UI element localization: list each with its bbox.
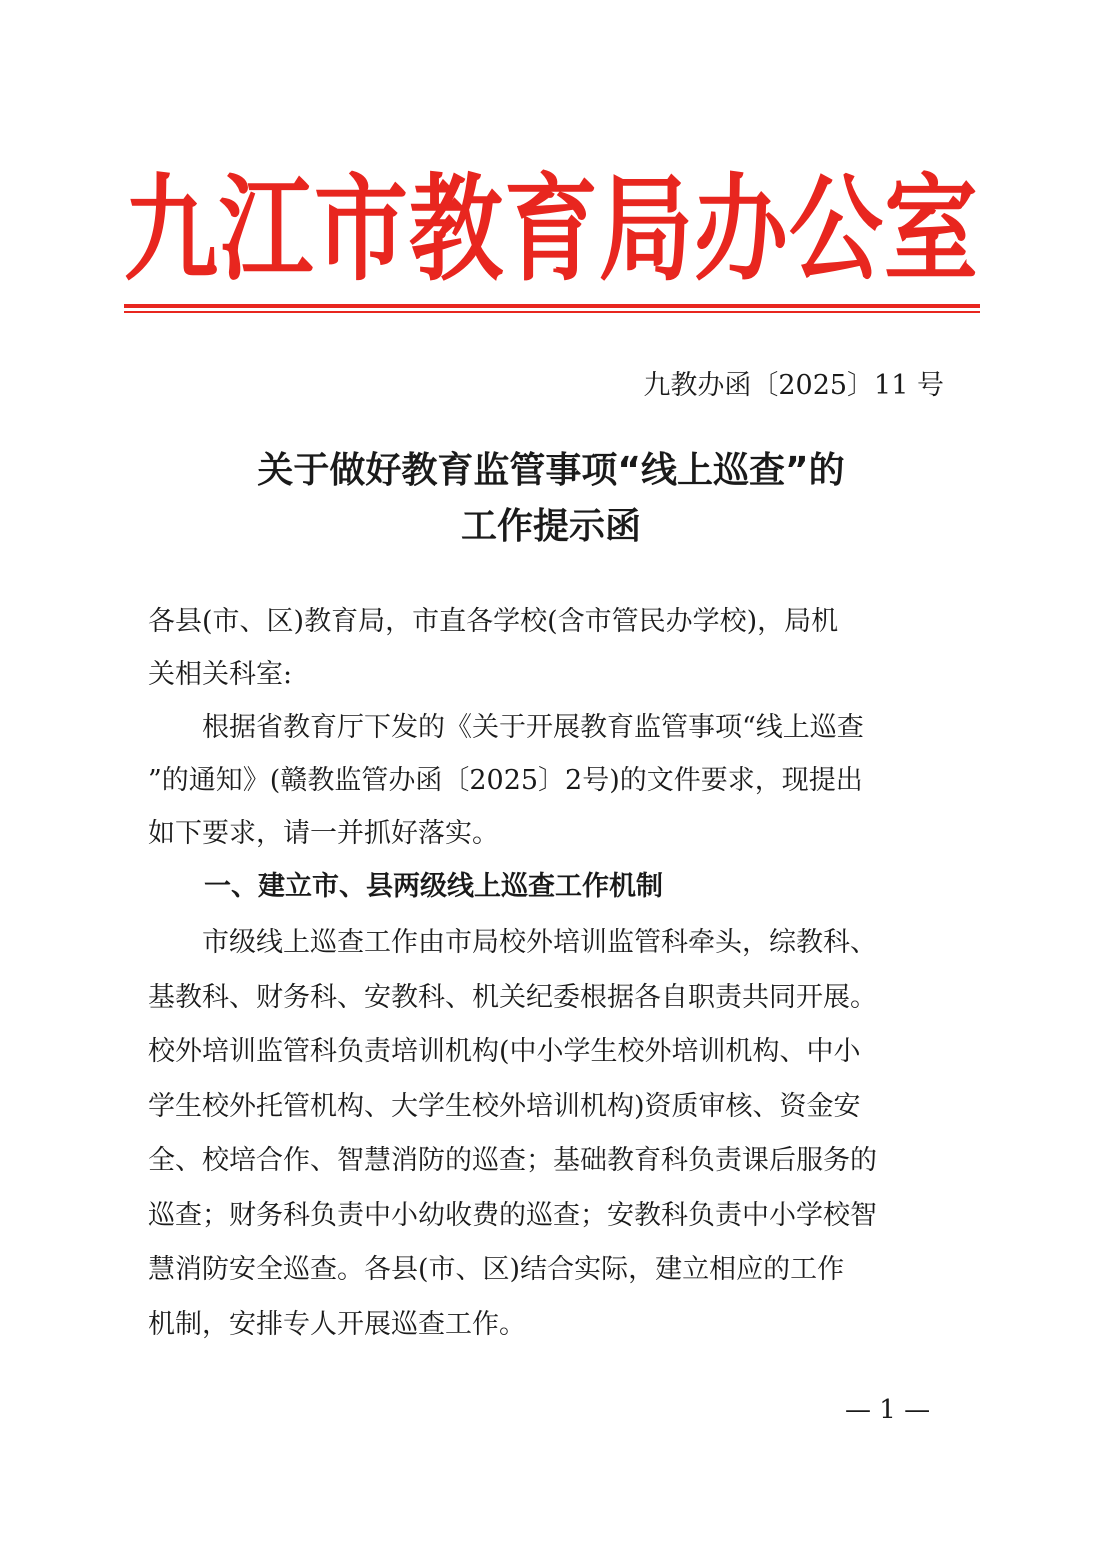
section-heading: 一、建立市、县两级线上巡查工作机制: [204, 871, 663, 902]
section-line: 巡查；财务科负责中小幼收费的巡查；安教科负责中小学校智: [148, 1200, 877, 1231]
document-number: 九教办函〔2025〕11 号: [643, 370, 944, 401]
document-title-line-1: 关于做好教育监管事项“线上巡查”的: [257, 450, 845, 491]
letterhead-char: 市: [313, 163, 408, 297]
letterhead-char: 教: [408, 163, 503, 297]
letterhead-char: 育: [503, 163, 598, 297]
section-line: 基教科、财务科、安教科、机关纪委根据各自职责共同开展。: [148, 982, 877, 1013]
body-line: 各县(市、区)教育局，市直各学校(含市管民办学校)，局机: [148, 606, 839, 637]
body-line: ”的通知》(赣教监管办函〔2025〕2号)的文件要求，现提出: [148, 765, 863, 796]
section-line: 全、校培合作、智慧消防的巡查；基础教育科负责课后服务的: [148, 1145, 877, 1176]
letterhead-char: 室: [883, 163, 978, 297]
section-line: 慧消防安全巡查。各县(市、区)结合实际，建立相应的工作: [148, 1254, 845, 1285]
section-line: 市级线上巡查工作由市局校外培训监管科牵头，综教科、: [148, 927, 877, 958]
section-line: 学生校外托管机构、大学生校外培训机构)资质审核、资金安: [148, 1091, 861, 1122]
letterhead-char: 公: [788, 163, 883, 297]
section-line: 机制，安排专人开展巡查工作。: [148, 1309, 526, 1340]
letterhead-char: 办: [693, 163, 788, 297]
body-line: 关相关科室:: [148, 659, 293, 690]
letterhead-char: 江: [218, 163, 313, 297]
letterhead-rule-thick: [124, 304, 980, 308]
section-line: 校外培训监管科负责培训机构(中小学生校外培训机构、中小: [148, 1036, 861, 1067]
letterhead-rule-thin: [124, 311, 980, 313]
document-title-line-2: 工作提示函: [460, 506, 641, 547]
letterhead-char: 九: [124, 163, 219, 297]
letterhead-char: 局: [598, 163, 693, 297]
body-line: 如下要求，请一并抓好落实。: [148, 818, 499, 849]
body-line: 根据省教育厅下发的《关于开展教育监管事项“线上巡查: [148, 712, 864, 743]
letterhead-title: [124, 163, 978, 297]
page-number: — 1 —: [845, 1395, 931, 1425]
